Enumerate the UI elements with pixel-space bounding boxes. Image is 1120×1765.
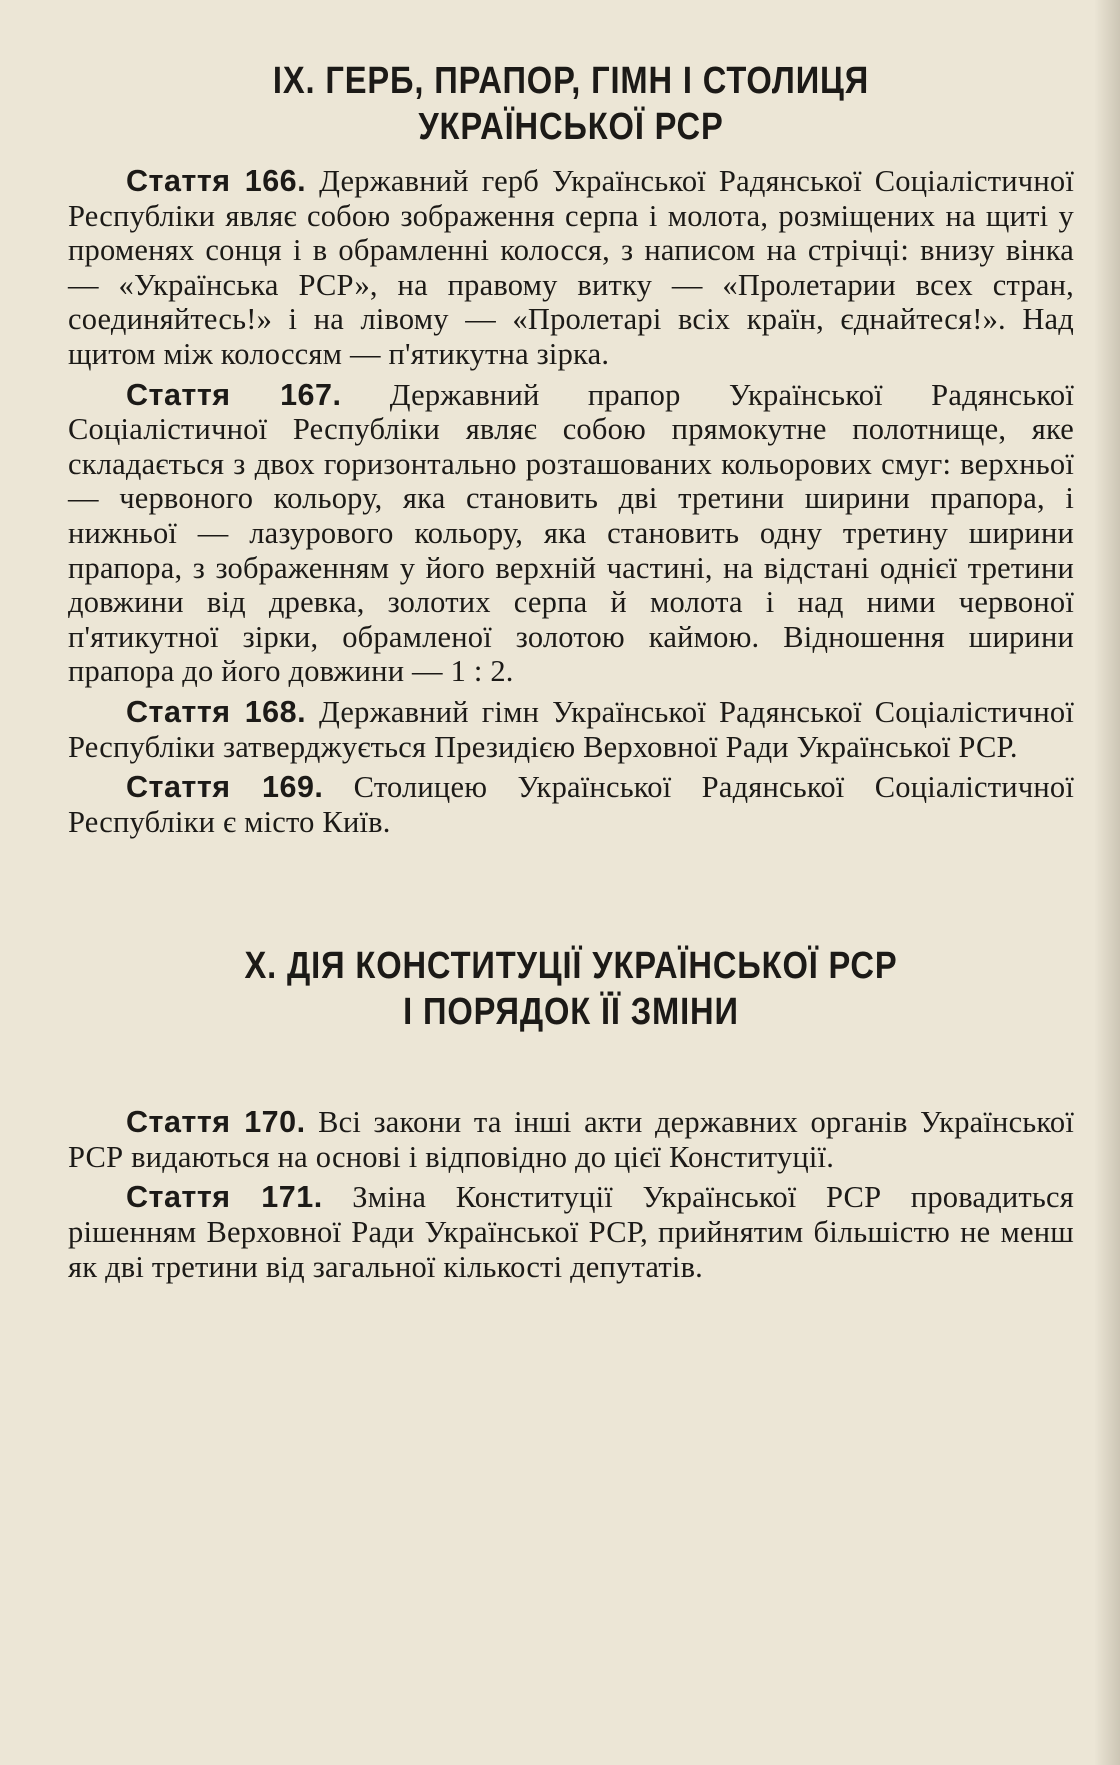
article-168-text: Державний гімн Української Радянської Соціалістичної Республіки затверджується Президією Верховної Ради Української РСР. xyxy=(68,694,1074,764)
article-171 xyxy=(68,1180,1074,1284)
article-169 xyxy=(68,770,1074,839)
article-167-label: Стаття 167. xyxy=(126,377,342,412)
article-167 xyxy=(68,378,1074,689)
article-170-text: Всі закони та інші акти державних органів Української РСР видаються на основі і відповідно до цієї Конституції. xyxy=(68,1105,1075,1174)
article-167-text: Державний прапор Української Радянської Соціалістичної Республіки являє собою прямокутне полотнище, яке складається з двох горизонтально розташованих кольорових смуг: верхньої — червоного кольору, яка становить дві третини ширини прапора, і нижньої — лазурового кольору, яка становить одну третину ширини прапора, з зображенням у його верхній частині, на відстані однієї третини довжини від древка, золотих серпа й молота і над ними червоної п'ятикутної зірки, обрамленої золотою каймою. Відношення ширини прапора до його довжини — 1 : 2. xyxy=(68,377,1074,689)
article-170 xyxy=(68,1105,1074,1174)
article-166-text: Державний герб Української Радянської Соціалістичної Республіки являє собою зображення серпа і молота, розміщених на щиті у променях сонця і в обрамленні колосся, з написом на стрічці: внизу вінка — «Українська РСР», на правому витку — «Пролетарии всех стран, соединяйтесь!» і на лівому — «Пролетарі всіх країн, єднайтеся!». Над щитом між колоссям — п'ятикутна зірка. xyxy=(68,164,1074,371)
page-content xyxy=(68,58,1074,1290)
article-169-text: Столицею Української Радянської Соціалістичної Республіки є місто Київ. xyxy=(68,770,1075,839)
article-168 xyxy=(68,695,1074,764)
section-ix-heading xyxy=(138,58,1003,150)
section-x-title-line1: X. ДІЯ КОНСТИТУЦІЇ УКРАЇНСЬКОЇ РСР xyxy=(244,945,898,988)
article-166 xyxy=(68,164,1074,372)
article-170-label: Стаття 170. xyxy=(126,1105,306,1140)
article-168-label: Стаття 168. xyxy=(126,694,307,729)
page-edge-shadow xyxy=(1094,0,1120,1765)
article-166-label: Стаття 166. xyxy=(126,164,307,198)
section-ix-title-line2: УКРАЇНСЬКОЇ РСР xyxy=(418,106,724,148)
article-169-label: Стаття 169. xyxy=(126,770,324,805)
section-x-heading xyxy=(138,943,1003,1035)
article-171-text: Зміна Конституції Української РСР провадиться рішенням Верховної Ради Української РСР, прийнятим більшістю не менш як дві третини від загальної кількості депутатів. xyxy=(68,1180,1074,1284)
article-171-label: Стаття 171. xyxy=(126,1180,323,1215)
section-x-title-line2: І ПОРЯДОК ЇЇ ЗМІНИ xyxy=(403,991,739,1034)
section-ix-title-line1: IX. ГЕРБ, ПРАПОР, ГІМН І СТОЛИЦЯ xyxy=(272,60,870,102)
